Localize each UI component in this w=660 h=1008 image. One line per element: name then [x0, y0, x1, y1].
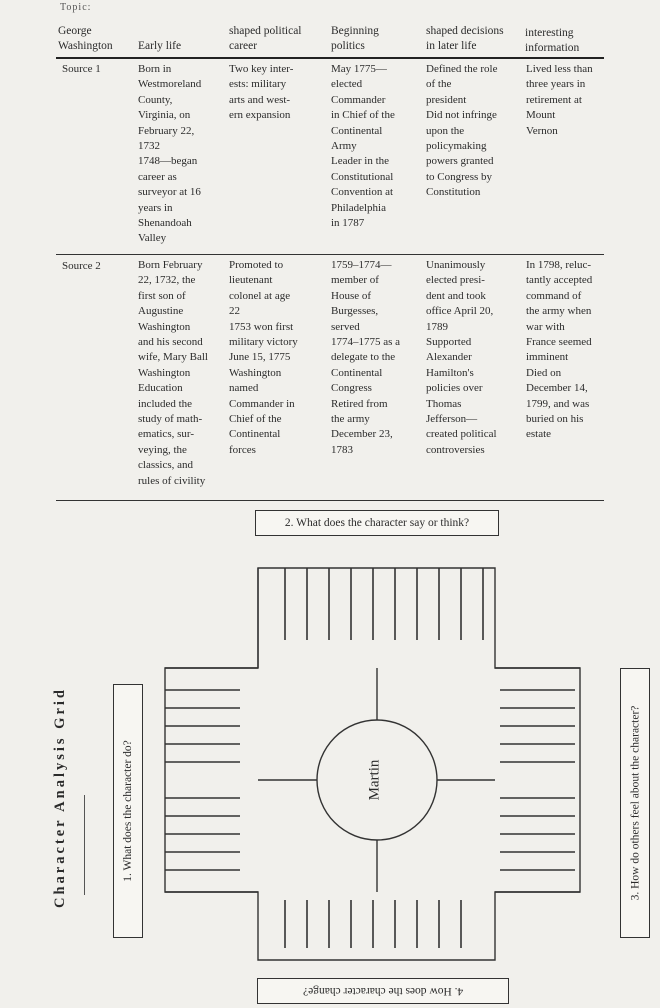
- bottom-arm-lines: [285, 900, 461, 948]
- question-4-box: [257, 978, 509, 1004]
- header-later-decisions: shaped decisions in later life: [426, 25, 504, 52]
- question-3-box: [620, 668, 650, 938]
- header-early-life: Early life: [138, 40, 182, 52]
- source-1-later-decisions: Defined the role of the president Did not infringe upon the policymaking powers granted to Congress by Constitution: [426, 63, 498, 199]
- header-beginning-politics: Beginning politics: [331, 25, 379, 52]
- header-political-career: shaped political career: [229, 25, 302, 52]
- source-2-later-decisions: Unanimously elected presi- dent and took office April 20, 1789 Supported Alexander Hamilton's policies over Thomas Jefferson— created political controversies: [426, 259, 497, 456]
- question-4-text: 4. How does the character change?: [302, 985, 464, 997]
- source-1-label: Source 1: [62, 63, 101, 75]
- source-1-early-life: Born in Westmoreland County, Virginia, on February 22, 1732 1748—began career as surveyor at 16 years in Shenandoah Valley: [138, 63, 202, 245]
- source-1-political-career: Two key inter- ests: military arts and west- ern expansion: [229, 63, 294, 122]
- title-rule: [84, 795, 85, 895]
- source-2-label: Source 2: [62, 260, 101, 272]
- top-arm-lines: [285, 568, 483, 640]
- question-1-text: 1. What does the character do?: [122, 740, 134, 882]
- source-2-interesting-info: In 1798, reluc- tantly accepted command of the army when war with France seemed imminent Died on December 14, 1799, and was buried on his estate: [526, 259, 593, 441]
- source-2-beginning-politics: 1759–1774— member of House of Burgesses, served 1774–1775 as a delegate to the Continental Congress Retired from the army December 23, 1783: [331, 259, 401, 456]
- source-1-interesting-info: Lived less than three years in retirement at Mount Vernon: [526, 63, 593, 137]
- source-1-beginning-politics: May 1775— elected Commander in Chief of the Continental Army Leader in the Constitutional Convention at Philadelphia in 1787: [331, 63, 395, 230]
- header-topic: George Washington: [58, 25, 113, 52]
- topic-label-cut: Topic:: [60, 2, 92, 13]
- question-2-text: 2. What does the character say or think?: [284, 517, 470, 529]
- grid-title: Character Analysis Grid: [52, 687, 68, 908]
- question-3-text: 3. How do others feel about the character?: [629, 705, 641, 901]
- left-arm-lines: [165, 690, 240, 870]
- right-arm-lines: [500, 690, 575, 870]
- source-2-political-career: Promoted to lieutenant colonel at age 22 1753 won first military victory June 15, 1775 Washington named Commander in Chief of the Continental forces: [229, 259, 298, 456]
- header-interesting-info: interesting information: [525, 27, 580, 54]
- question-1-box: [113, 684, 143, 938]
- center-character-name: Martin: [366, 759, 383, 801]
- source-2-early-life: Born February 22, 1732, the first son of Augustine Washington and his second wife, Mary Ball Washington Education included the study of math- ematics, sur- veying, the classics, and rules of civility: [138, 259, 208, 487]
